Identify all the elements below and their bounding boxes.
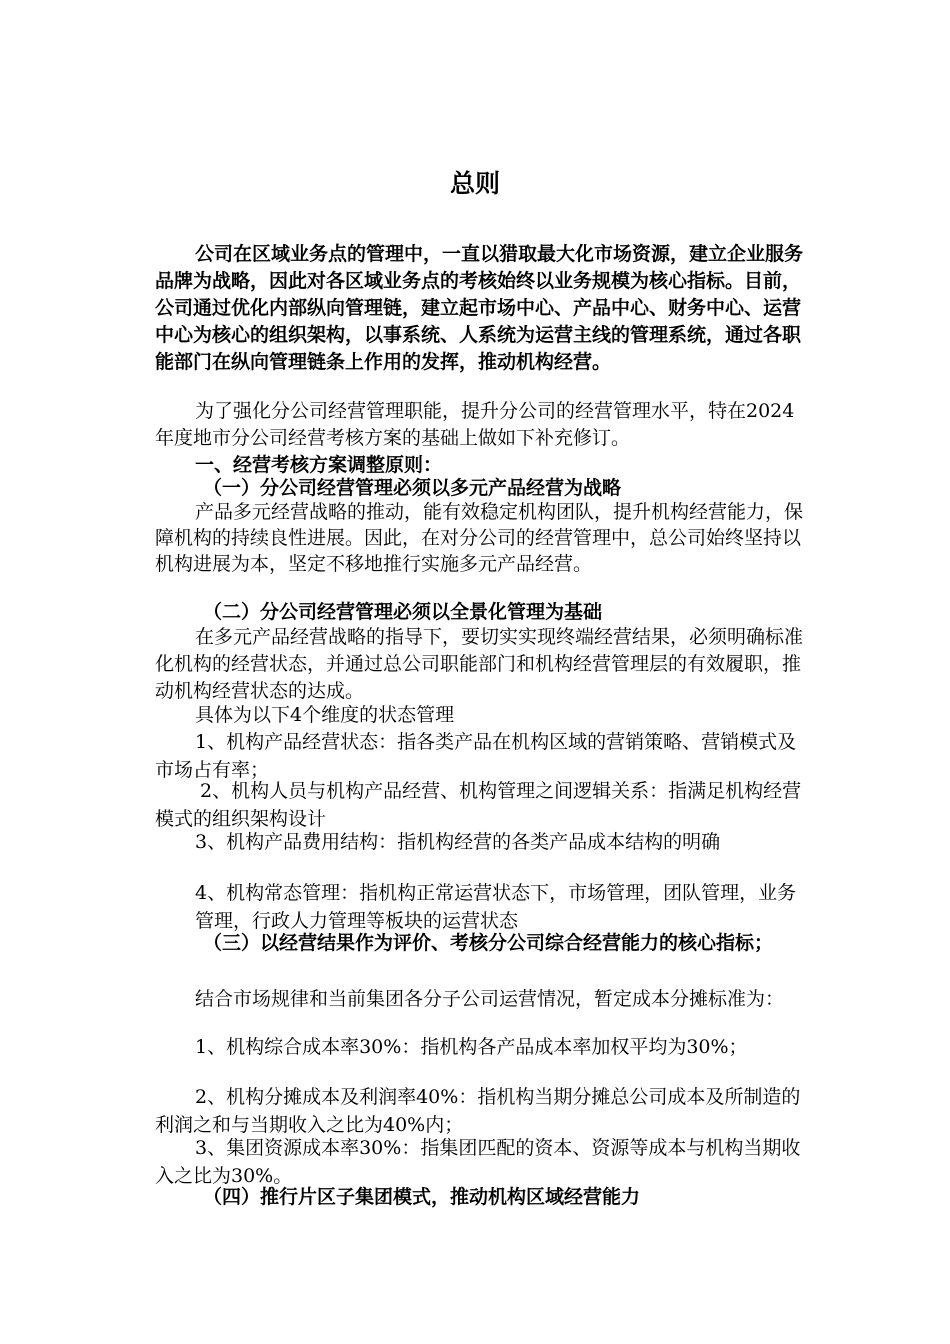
subsection-2-title: （二）分公司经营管理必须以全景化管理为基础: [203, 601, 603, 623]
intro-paragraph: 公司在区域业务点的管理中，一直以猎取最大化市场资源，建立企业服务品牌为战略，因此对各区域业务点的考核始终以业务规模为核心指标。目前，公司通过优化内部纵向管理链，建立起市场中心、产品中心、财务中心、运营中心为核心的组织架构，以事系统、人系统为运营主线的管理系统，通过各职能部门在纵向管理链条上作用的发挥，推动机构经营。: [155, 243, 804, 373]
revision-paragraph: 为了强化分公司经营管理职能，提升分公司的经营管理水平，特在2024年度地市分公司经营考核方案的基础上做如下补充修订。: [155, 400, 795, 449]
subsection-3-item-3: 3、集团资源成本率30%：指集团匹配的资本、资源等成本与机构当期收入之比为30%。: [155, 1137, 801, 1187]
document-title: 总则: [449, 169, 500, 198]
subsection-2-body: 在多元产品经营战略的指导下，要切实实现终端经营结果，必须明确标准化机构的经营状态，并通过总公司职能部门和机构经营管理层的有效履职，推动机构经营状态的达成。: [155, 626, 804, 702]
section-heading-principles: 一、经营考核方案调整原则：: [195, 454, 443, 476]
subsection-3-item-2: 2、机构分摊成本及利润率40%：指机构当期分摊总公司成本及所制造的利润之和与当期收入之比为40%内；: [155, 1086, 801, 1136]
subsection-3-body: 结合市场规律和当前集团各分子公司运营情况，暂定成本分摊标准为：: [195, 988, 785, 1010]
subsection-3-title: （三）以经营结果作为评价、考核分公司综合经营能力的核心指标；: [203, 932, 774, 954]
subsection-1-body: 产品多元经营战略的推动，能有效稳定机构团队，提升机构经营能力，保障机构的持续良性进展。因此，在对分公司的经营管理中，总公司始终坚持以机构进展为本，坚定不移地推行实施多元产品经营。: [155, 501, 804, 575]
subsection-2-item-2: 2、机构人员与机构产品经营、机构管理之间逻辑关系：指满足机构经营模式的组织架构设计: [155, 780, 802, 830]
subsection-2-item-3: 3、机构产品费用结构：指机构经营的各类产品成本结构的明确: [195, 831, 721, 853]
subsection-4-title: （四）推行片区子集团模式，推动机构区域经营能力: [203, 1186, 641, 1208]
subsection-3-item-1: 1、机构综合成本率30%：指机构各产品成本率加权平均为30%；: [195, 1036, 748, 1058]
subsection-1-title: （一）分公司经营管理必须以多元产品经营为战略: [203, 477, 622, 499]
subsection-2-intro: 具体为以下4个维度的状态管理: [195, 704, 455, 726]
subsection-2-item-1: 1、机构产品经营状态：指各类产品在机构区域的营销策略、营销模式及市场占有率；: [155, 731, 797, 781]
subsection-2-item-4: 4、机构常态管理：指机构正常运营状态下，市场管理，团队管理，业务管理，行政人力管理等板块的运营状态: [195, 882, 797, 932]
